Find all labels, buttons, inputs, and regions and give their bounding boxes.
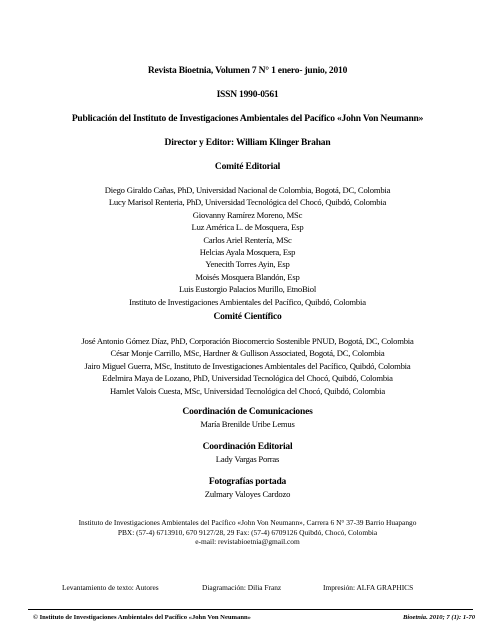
committee-member: José Antonio Gómez Díaz, PhD, Corporación Biocomercio Sostenible PNUD, Bogotá, DC, Colombia [81,336,414,346]
footer-divider [28,609,473,610]
scientific-committee-title: Comité Científico [213,312,282,322]
committee-member: Instituto de Investigaciones Ambientales del Pacífico, Quibdó, Colombia [129,296,366,307]
citation: Bioetnia. 2010; 7 (1): 1-70 [403,614,475,621]
editorial-coordination-name: Lady Vargas Porras [215,454,280,464]
committee-member: Lucy Marisol Renteria, PhD, Universidad Tecnológica del Chocó, Quibdó, Colombia [108,197,387,208]
committee-member: Hamlet Valois Cuesta, MSc, Universidad Tecnológica del Chocó, Quibdó, Colombia [110,385,385,396]
director-editor: Director y Editor: William Klinger Brahan [164,138,331,148]
editorial-coordination-title: Coordinación Editorial [202,442,293,452]
committee-member: César Monje Carrillo, MSc, Hardner & Gullison Associated, Bogotá, DC, Colombia [110,348,385,359]
committee-member: Jairo Miguel Guerra, MSc, Instituto de Investigaciones Ambientales del Pacífico, Quibdó, Colombia [84,360,411,371]
institute-address [0,518,495,547]
editorial-committee-list [0,184,495,308]
committee-member: Carlos Ariel Rentería, MSc [203,234,292,245]
committee-member: Diego Giraldo Cañas, PhD, Universidad Nacional de Colombia, Bogotá, DC, Colombia [104,185,391,195]
committee-member: Edelmira Maya de Lozano, PhD, Universidad Tecnológica del Chocó, Quibdó, Colombia [102,373,393,384]
layout-credit: Diagramación: Dilia Franz [202,583,282,592]
cover-photos-name: Zulmary Valoyes Cardozo [204,489,291,499]
committee-member: Moisés Mosquera Blandón, Esp [195,271,300,282]
email-line: e-mail: revistabioetnia@gmail.com [195,537,300,547]
committee-member: Luis Eustorgio Palacios Murillo, EtnoBiol [178,284,317,295]
text-capture-credit: Levantamiento de texto: Autores [62,583,159,592]
editorial-committee-title: Comité Editorial [214,162,281,172]
publisher-line: Publicación del Instituto de Investigaciones Ambientales del Pacífico «John Von Neumann» [71,114,424,124]
journal-issue-title: Revista Bioetnia, Volumen 7 N° 1 enero- junio, 2010 [147,66,348,76]
copyright-notice: © Instituto de Investigaciones Ambientales del Pacífico «John Von Neumann» [33,614,251,621]
communications-name: María Brenilde Uribe Lemus [200,419,295,429]
cover-photos-title: Fotografías portada [208,477,287,487]
committee-member: Luz América L. de Mosquera, Esp [191,222,304,233]
committee-member: Giovanny Ramírez Moreno, MSc [192,209,303,220]
committee-member: Helcias Ayala Mosquera, Esp [199,246,296,257]
scientific-committee-list [0,335,495,397]
printing-credit: Impresión: ALFA GRAPHICS [323,583,414,592]
phone-line: PBX: (57-4) 6713910, 670 9127/28, 29 Fax: (57-4) 6709126 Quibdó, Chocó, Colombia [117,527,378,537]
issn: ISSN 1990-0561 [216,90,279,100]
communications-title: Coordinación de Comunicaciones [182,407,313,417]
address-line: Instituto de Investigaciones Ambientales del Pacífico «John Von Neumann», Carrera 6 N° 37-39 Barrio Huapango [78,518,417,527]
committee-member: Yenecith Torres Ayin, Esp [205,259,290,270]
